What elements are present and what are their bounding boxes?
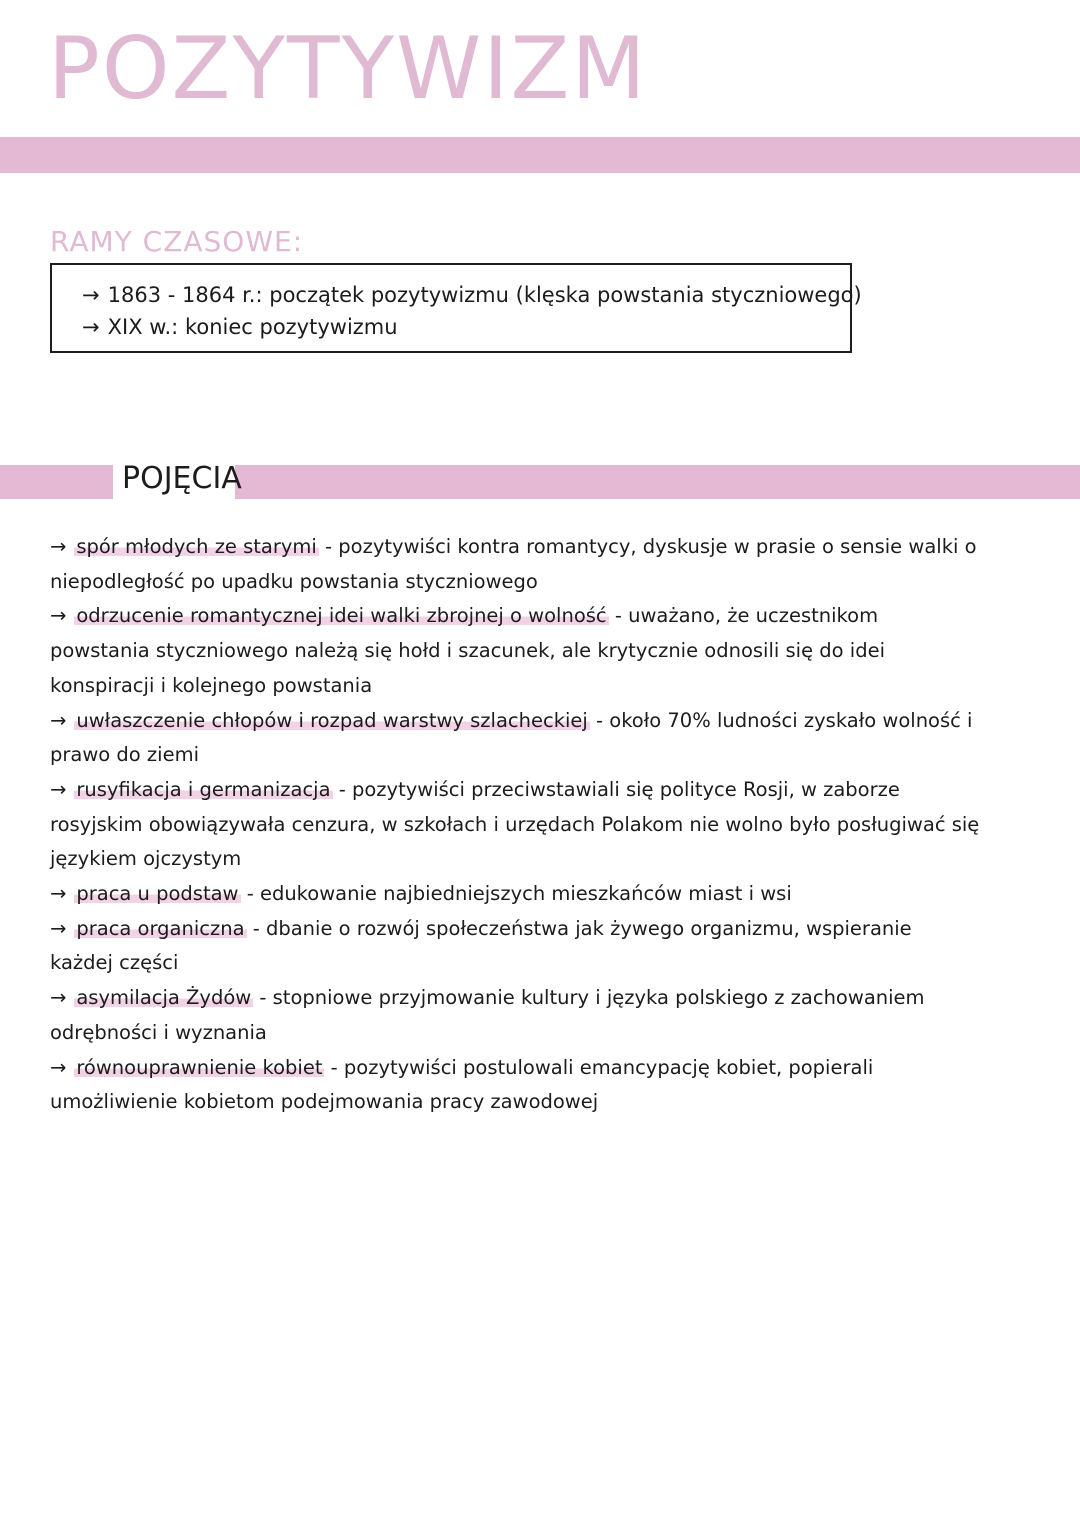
concept-item	[50, 599, 980, 703]
concept-definition: - dbanie o rozwój społeczeństwa jak żywego organizmu, wspieranie każdej części	[50, 916, 912, 975]
concepts-list	[50, 530, 980, 1120]
page-title: POZYTYWIZM	[48, 19, 648, 119]
concept-term: odrzucenie romantycznej idei walki zbrojnej o wolność	[76, 604, 607, 628]
concept-item	[50, 1051, 980, 1120]
concept-item	[50, 912, 980, 981]
timeframe-box	[50, 263, 862, 353]
arrow-right-icon: →	[50, 916, 67, 940]
timeframe-heading: RAMY CZASOWE:	[50, 225, 304, 258]
concept-definition: - pozytywiści przeciwstawiali się polityce Rosji, w zaborze rosyjskim obowiązywała cenzura, w szkołach i urzędach Polakom nie wolno było posługiwać się językiem ojczystym	[50, 777, 980, 871]
timeframe-line	[82, 311, 850, 343]
concept-definition: - około 70% ludności zyskało wolność i prawo do ziemi	[50, 708, 973, 767]
title-underline-bar	[0, 137, 1080, 173]
arrow-right-icon: →	[50, 708, 67, 732]
arrow-right-icon: →	[82, 315, 100, 339]
concepts-heading: POJĘCIA	[122, 461, 242, 496]
timeframe-date: XIX w.:	[107, 315, 179, 339]
concept-term: równouprawnienie kobiet	[76, 1055, 323, 1079]
concept-term: spór młodych ze starymi	[76, 535, 317, 558]
concept-item	[50, 877, 980, 912]
concept-term: praca u podstaw	[76, 882, 239, 906]
arrow-right-icon: →	[50, 882, 67, 906]
concept-item	[50, 981, 980, 1050]
arrow-right-icon: →	[50, 777, 67, 801]
concept-item	[50, 704, 980, 773]
concept-term: uwłaszczenie chłopów i rozpad warstwy szlacheckiej	[76, 708, 588, 732]
concept-definition: - pozytywiści postulowali emancypację kobiet, popierali umożliwienie kobietom podejmowania pracy zawodowej	[50, 1055, 874, 1114]
arrow-right-icon: →	[50, 604, 67, 628]
timeframe-text: koniec pozytywizmu	[184, 315, 398, 339]
concept-term: asymilacja Żydów	[76, 986, 252, 1010]
concept-term: rusyfikacja i germanizacja	[76, 777, 331, 801]
arrow-right-icon: →	[50, 535, 67, 558]
concept-term: praca organiczna	[76, 916, 245, 940]
arrow-right-icon: →	[82, 283, 100, 307]
concept-definition: - pozytywiści kontra romantycy, dyskusje w prasie o sensie walki o niepodległość po upadku powstania styczniowego	[50, 535, 977, 593]
arrow-right-icon: →	[50, 986, 67, 1010]
timeframe-text: początek pozytywizmu (klęska powstania styczniowego)	[269, 283, 862, 307]
timeframe-date: 1863 - 1864 r.:	[107, 283, 263, 307]
timeframe-line	[82, 279, 862, 311]
concept-definition: - edukowanie najbiedniejszych mieszkańców miast i wsi	[240, 882, 792, 906]
arrow-right-icon: →	[50, 1055, 67, 1079]
concept-definition: - uważano, że uczestnikom powstania styczniowego należą się hołd i szacunek, ale krytycznie odnosili się do idei konspiracji i kolejnego powstania	[50, 604, 885, 697]
concept-definition: - stopniowe przyjmowanie kultury i języka polskiego z zachowaniem odrębności i wyznania	[50, 986, 925, 1044]
concept-item	[50, 773, 980, 877]
concept-item	[50, 530, 980, 599]
